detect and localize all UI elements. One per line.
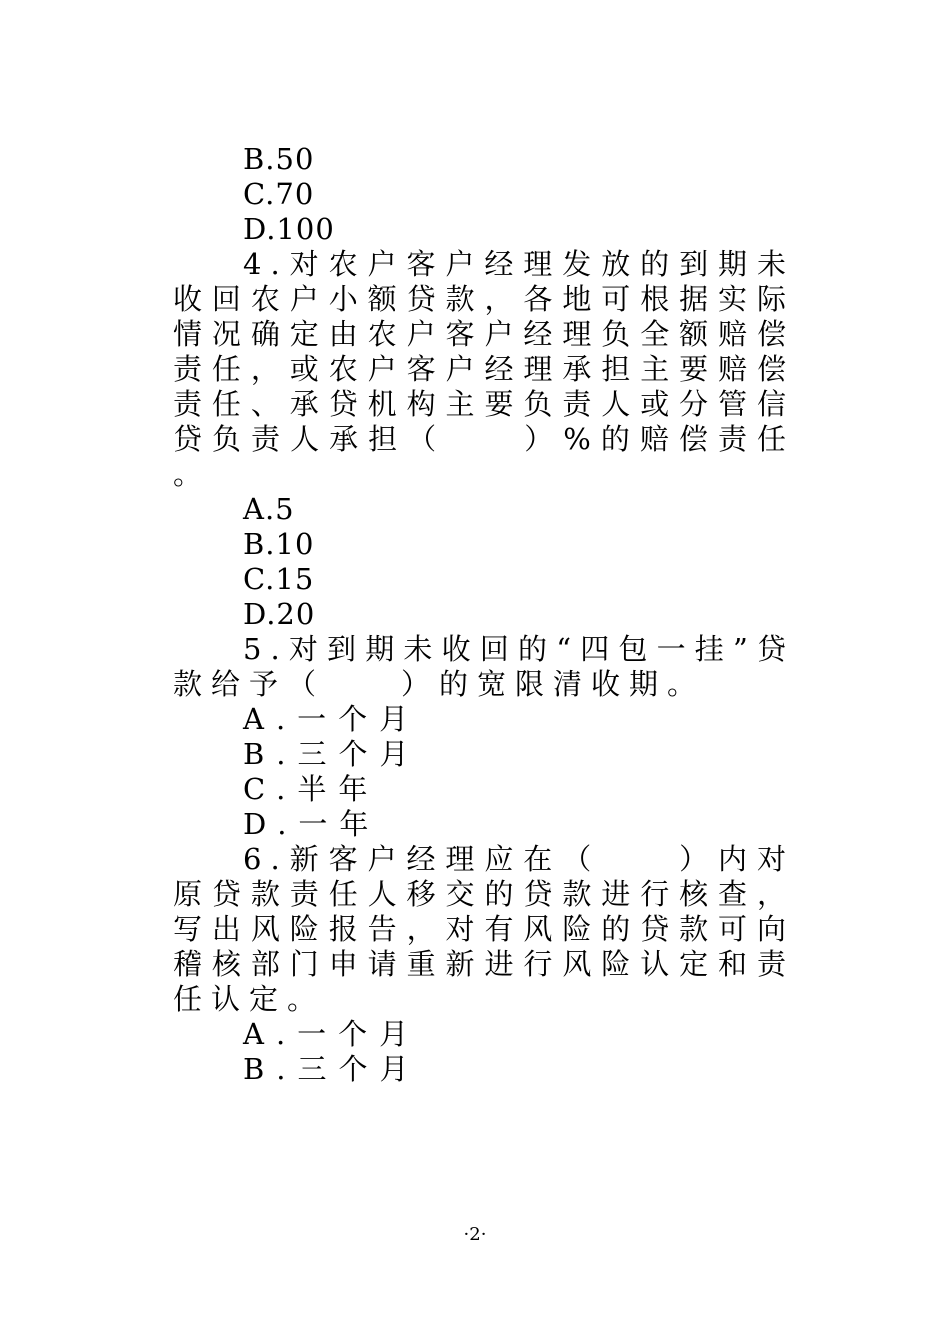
q6-option-a: A.一个月 [243, 1017, 421, 1051]
q3-option-d: D.100 [243, 212, 335, 246]
q5-option-c: C.半年 [243, 772, 380, 806]
question-4-stem: 4.对农户客户经理发放的到期未收回农户小额贷款，各地可根据实际情况确定由农户客户经理负全额赔偿责任，或农户客户经理承担主要赔偿责任、承贷机构主要负责人或分管信贷负责人承担（ ）%的赔偿责任。 [173, 247, 795, 491]
q4-option-b: B.10 [243, 527, 315, 561]
question-6-stem: 6.新客户经理应在（ ）内对原贷款责任人移交的贷款进行核查，写出风险报告，对有风险的贷款可向稽核部门申请重新进行风险认定和责任认定。 [173, 842, 795, 1016]
q4-option-d: D.20 [243, 597, 316, 631]
q4-option-a: A.5 [243, 492, 295, 526]
page-body [173, 142, 795, 1087]
q3-option-c: C.70 [243, 177, 315, 211]
page-number: ·2· [463, 1224, 487, 1245]
q3-option-b: B.50 [243, 142, 315, 176]
question-5-stem: 5.对到期未收回的“四包一挂”贷款给予（ ）的宽限清收期。 [173, 632, 795, 701]
q5-option-d: D.一年 [243, 807, 381, 841]
q4-option-c: C.15 [243, 562, 315, 596]
q6-option-b: B.三个月 [243, 1052, 421, 1086]
q5-option-a: A.一个月 [243, 702, 421, 736]
q5-option-b: B.三个月 [243, 737, 421, 771]
